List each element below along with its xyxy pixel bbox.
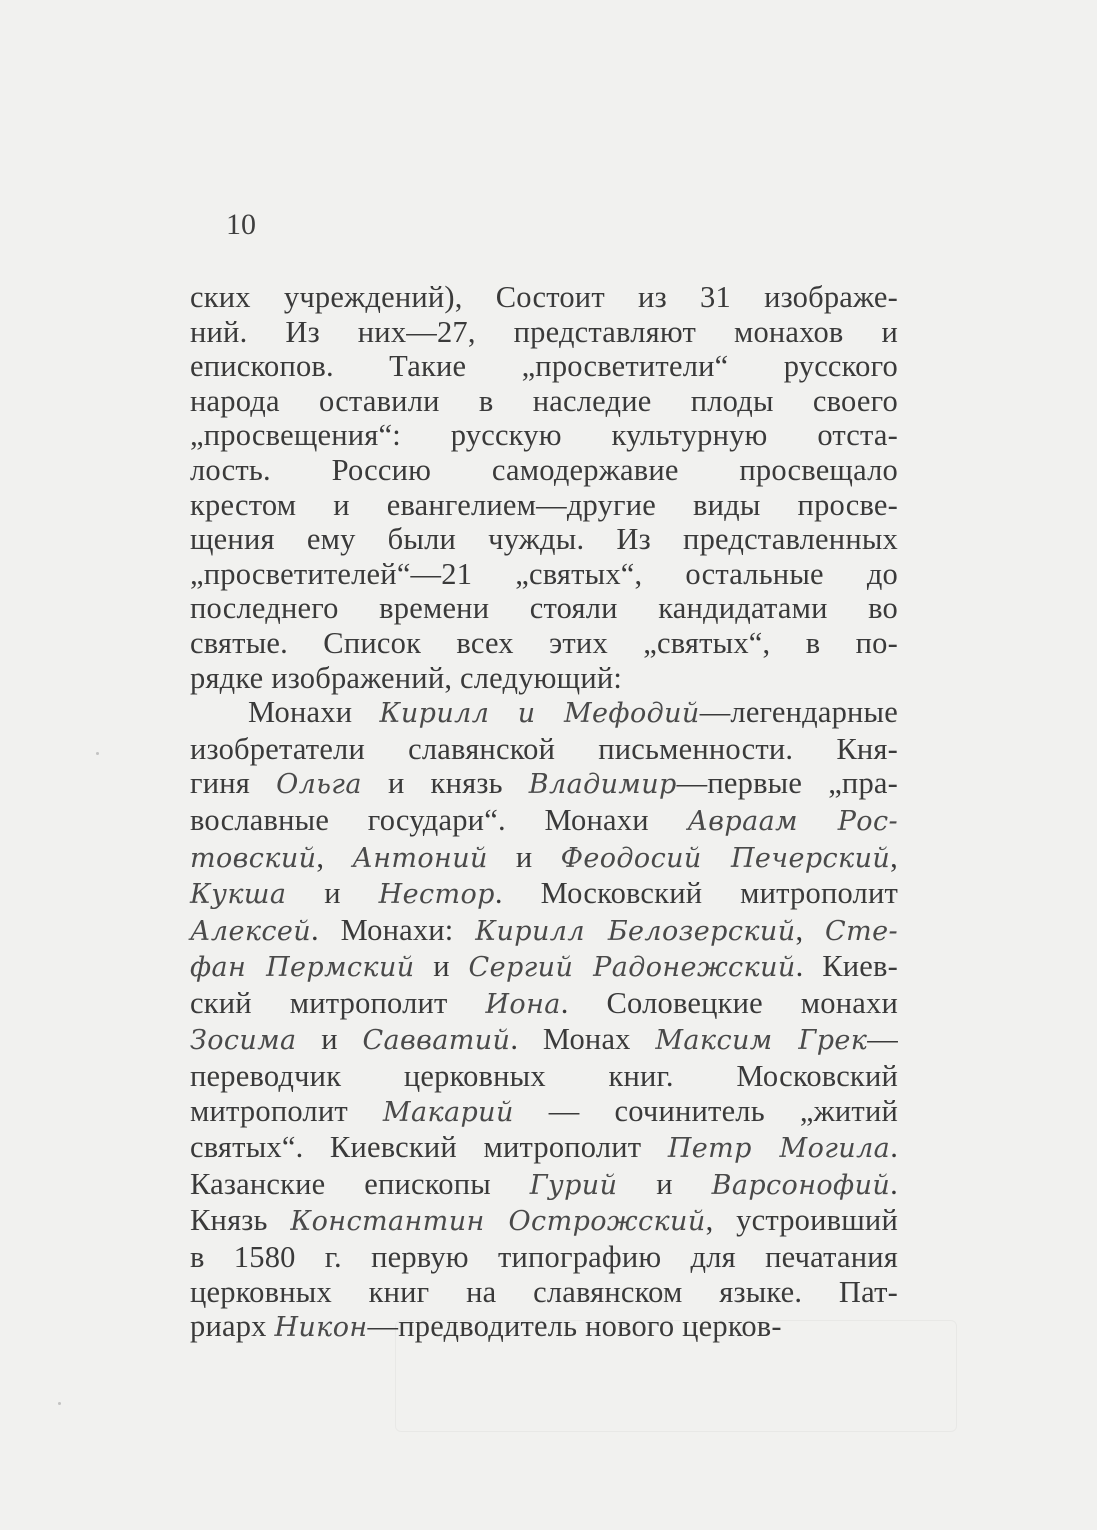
person-name: Кукша [190, 879, 287, 911]
text-run: —предводитель нового церков- [367, 1309, 782, 1344]
text-line [190, 732, 898, 767]
text-line [190, 522, 898, 557]
text-run: — [867, 1022, 898, 1057]
person-name: Антоний [352, 842, 488, 874]
text-line [190, 913, 898, 950]
text-line [190, 1059, 898, 1094]
text-line [190, 591, 898, 626]
text-run: церковных книг на славянском языке. Пат- [190, 1274, 898, 1309]
person-name: Иона [485, 988, 561, 1020]
person-name: Савватий [362, 1025, 511, 1057]
text-line [190, 384, 898, 419]
page-number: 10 [226, 208, 256, 241]
text-run: святые. Список всех этих „святых“, в по- [190, 625, 898, 660]
text-run: . [890, 1166, 898, 1201]
text-run: . [890, 1130, 899, 1165]
body-text [190, 280, 898, 1346]
text-run: . Соловецкие монахи [560, 985, 898, 1020]
text-run: ний. Из них—27, представляют монахов и [190, 314, 898, 349]
text-run: , [890, 839, 898, 874]
text-run: ских учреждений), Состоит из 31 изображе- [190, 280, 898, 314]
text-line [190, 949, 898, 986]
text-line [190, 1130, 898, 1167]
text-run: —легендарные [699, 695, 898, 730]
text-line [190, 1240, 898, 1275]
text-run: ский митрополит [190, 985, 486, 1020]
text-run: Казанские епископы [190, 1166, 530, 1201]
text-line [190, 1203, 898, 1240]
person-name: Сте- [825, 915, 899, 947]
text-line [190, 661, 898, 696]
text-run: Монахи [248, 695, 380, 730]
text-line [190, 453, 898, 488]
text-line [190, 488, 898, 523]
text-run: риарх [190, 1309, 275, 1344]
text-line [190, 695, 898, 732]
text-run: и [286, 876, 379, 911]
paper-speck [96, 752, 99, 755]
person-name: Ольга [276, 769, 362, 801]
text-line [190, 315, 898, 350]
text-line [190, 876, 898, 913]
person-name: Варсонофий [711, 1169, 891, 1201]
person-name: Никон [274, 1312, 368, 1344]
text-run: и князь [361, 766, 529, 801]
text-run: рядке изображений, следующий: [190, 660, 623, 695]
text-run: переводчик церковных книг. Московский [190, 1059, 898, 1094]
text-run: епископов. Такие „просветители“ русского [190, 349, 898, 384]
person-name: Гурий [529, 1169, 618, 1201]
text-run: и [296, 1022, 363, 1057]
text-run: „просветителей“—21 „святых“, остальные до [190, 556, 898, 591]
person-name: Петр Могила [667, 1133, 891, 1165]
text-line [190, 626, 898, 661]
person-name: Нестор [378, 879, 495, 911]
text-line [190, 418, 898, 453]
text-run: вославные государи“. Монахи [190, 802, 688, 837]
text-run: — сочинитель „житий [513, 1093, 898, 1128]
text-run: народа оставили в наследие плоды своего [190, 383, 898, 418]
faint-stamp-mark [395, 1320, 957, 1432]
text-line [190, 349, 898, 384]
text-line [190, 803, 898, 840]
text-line [190, 1167, 898, 1204]
text-run: . Монахи: [311, 912, 476, 947]
person-name: Владимир [528, 769, 677, 801]
text-run: в 1580 г. первую типографию для печатания [190, 1240, 898, 1275]
text-line [190, 280, 898, 315]
text-line [190, 1275, 898, 1310]
text-line [190, 1094, 898, 1131]
person-name: Кирилл и Мефодий [379, 698, 700, 730]
text-line [190, 766, 898, 803]
text-run: и [414, 949, 469, 984]
text-run: , устроивший [705, 1203, 898, 1238]
person-name: Зосима [190, 1025, 297, 1057]
text-run: и [617, 1166, 712, 1201]
text-run: . Монах [510, 1022, 656, 1057]
text-line [190, 557, 898, 592]
text-line [190, 986, 898, 1023]
text-run: щения ему были чужды. Из представленных [190, 522, 898, 557]
text-run: —первые „пра- [676, 766, 899, 801]
text-run: митрополит [190, 1093, 383, 1128]
text-run: лость. Россию самодержавие просвещало [190, 452, 898, 487]
text-run: последнего времени стояли кандидатами во [190, 591, 898, 626]
person-name: Сергий Радонежский [468, 952, 796, 984]
text-run: Князь [190, 1203, 291, 1238]
text-line [190, 1022, 898, 1059]
paper-speck [58, 1402, 61, 1405]
text-run: , [795, 912, 826, 947]
person-name: Максим Грек [655, 1025, 868, 1057]
text-run: изобретатели славянской письменности. Кня- [190, 731, 898, 766]
person-name: Алексей [190, 915, 312, 947]
text-run: . Московский митрополит [494, 876, 898, 911]
text-run: „просвещения“: русскую культурную отста- [190, 418, 898, 453]
text-run: . Киев- [795, 949, 898, 984]
person-name: Константин Острожский [290, 1206, 706, 1238]
text-run: святых“. Киевский митрополит [190, 1130, 668, 1165]
person-name: Макарий [382, 1096, 514, 1128]
person-name: Феодосий Печерский [560, 842, 891, 874]
text-line [190, 840, 898, 877]
person-name: Авраам Рос- [687, 805, 898, 837]
text-run: гиня [190, 766, 277, 801]
person-name: фан Пермский [190, 952, 415, 984]
text-run: и [487, 839, 561, 874]
person-name: Кирилл Белозерский [475, 915, 796, 947]
text-run: , [316, 839, 353, 874]
person-name: товский [190, 842, 317, 874]
text-run: крестом и евангелием—другие виды просве- [190, 487, 898, 522]
